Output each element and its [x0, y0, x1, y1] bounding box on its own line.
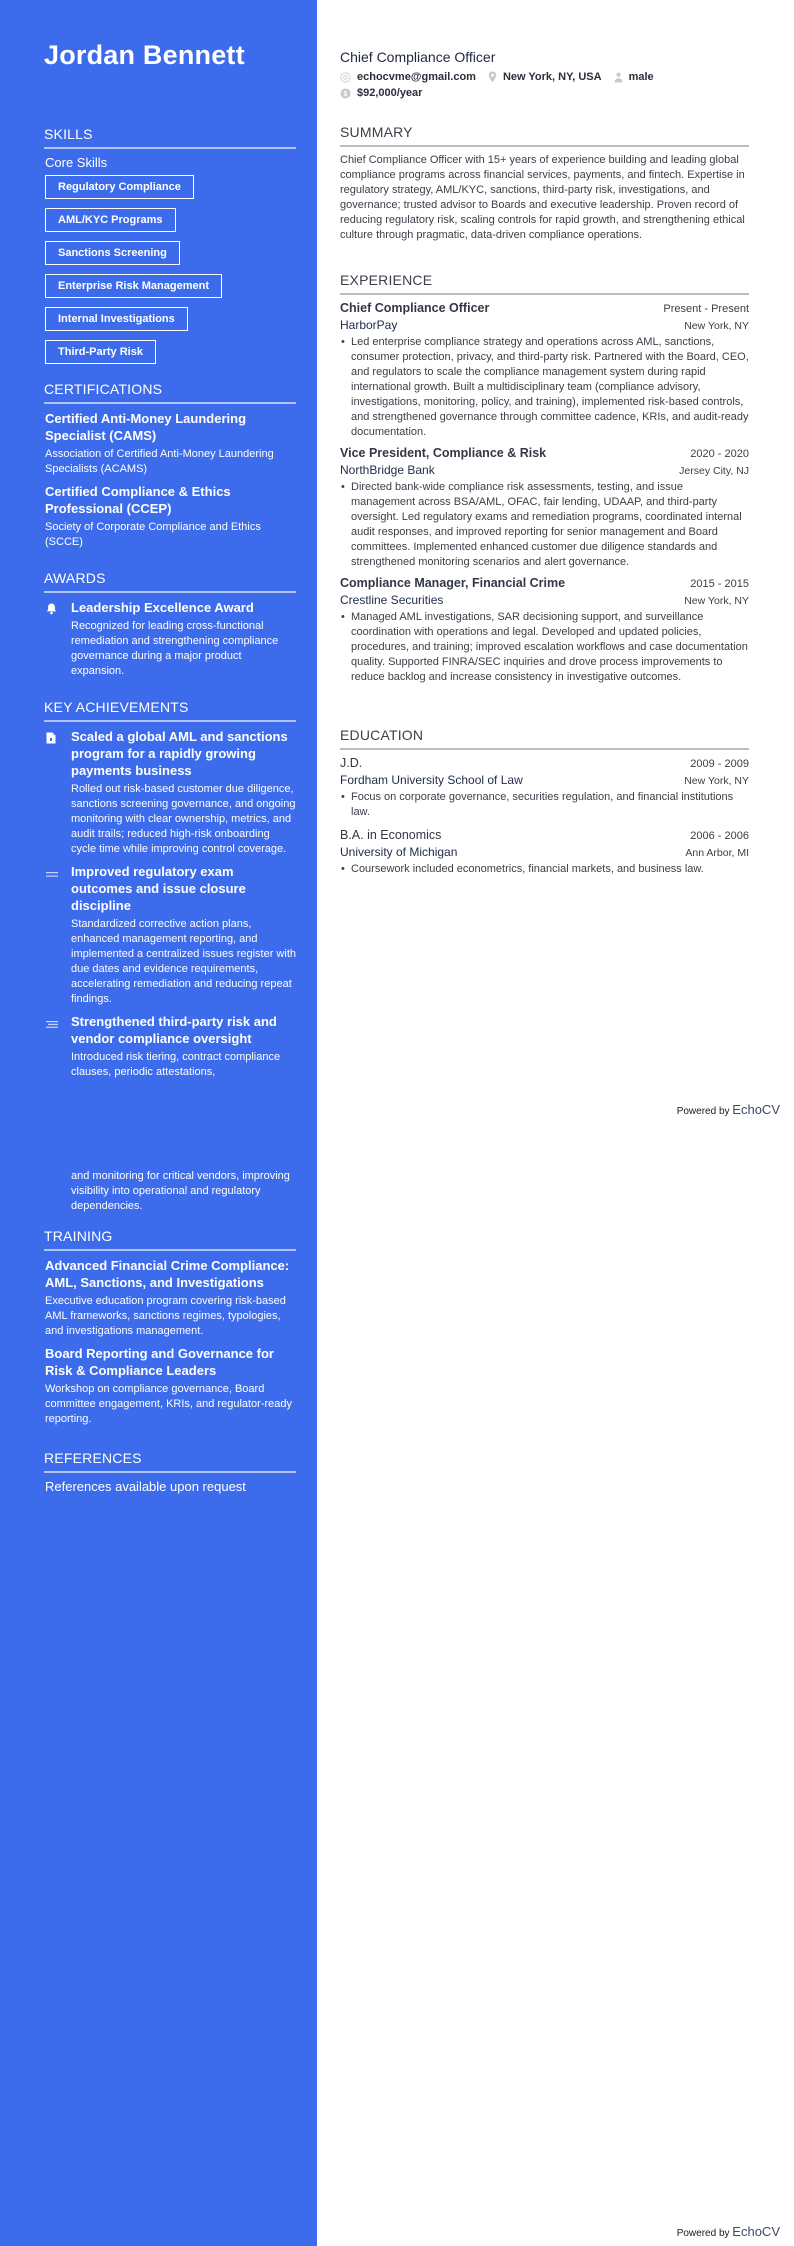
salary-text: $92,000/year — [357, 87, 423, 99]
bullet-text: Focus on corporate governance, securities regulation, and financial institutions law. — [351, 791, 734, 818]
location-text: New York, NY, USA — [502, 71, 602, 83]
education-school: Fordham University School of Law — [340, 773, 523, 787]
achievement-title: Strengthened third-party risk and vendor compliance oversight — [71, 1014, 277, 1046]
location-item — [488, 71, 602, 83]
skill-tag: Enterprise Risk Management — [45, 274, 222, 298]
skill-tag: Sanctions Screening — [45, 241, 180, 265]
experience-item — [340, 446, 749, 570]
experience-dates: 2020 - 2020 — [690, 448, 749, 460]
experience-role: Chief Compliance Officer — [340, 301, 490, 315]
experience-dates: Present - Present — [663, 303, 749, 315]
education-item — [340, 756, 749, 820]
achievement-item — [44, 728, 296, 863]
education-degree: B.A. in Economics — [340, 828, 442, 842]
achievement-description: Introduced risk tiering, contract compliance clauses, periodic attestations, — [71, 1051, 281, 1078]
achievement-title: Scaled a global AML and sanctions program for a rapidly growing payments business — [71, 729, 288, 778]
experience-bullet — [340, 610, 749, 685]
education-heading: EDUCATION — [340, 727, 749, 750]
certifications-section — [44, 381, 296, 556]
training-description: Executive education program covering risk-based AML frameworks, sanctions regimes, typologies, and investigations management. — [45, 1295, 286, 1337]
education-dates: 2009 - 2009 — [690, 758, 749, 770]
experience-role: Compliance Manager, Financial Crime — [340, 576, 566, 590]
sidebar — [0, 0, 317, 2246]
training-description: Workshop on compliance governance, Board committee engagement, KRIs, and regulator-ready reporting. — [45, 1383, 293, 1425]
experience-dates: 2015 - 2015 — [690, 578, 749, 590]
location-pin-icon — [488, 71, 497, 83]
skill-tag: Third-Party Risk — [45, 340, 156, 364]
document-icon — [44, 728, 71, 749]
certification-issuer: Association of Certified Anti-Money Laundering Specialists (ACAMS) — [45, 448, 274, 475]
experience-company: Crestline Securities — [340, 593, 444, 607]
education-item — [340, 828, 749, 877]
contact-line — [340, 71, 749, 83]
training-title: Advanced Financial Crime Compliance: AML, Sanctions, and Investigations — [45, 1258, 290, 1290]
contact-line-2 — [340, 87, 749, 99]
experience-company: HarborPay — [340, 318, 398, 332]
candidate-name: Jordan Bennett — [44, 40, 245, 70]
email-text: echocvme@gmail.com — [357, 71, 476, 83]
experience-bullet — [340, 335, 749, 440]
education-location: New York, NY — [684, 775, 749, 787]
awards-heading: AWARDS — [44, 570, 296, 593]
bullet-dot: • — [341, 791, 345, 803]
award-item — [44, 599, 296, 685]
gender-text: male — [628, 71, 654, 83]
bullet-dot: • — [341, 611, 345, 623]
achievements-section — [44, 699, 296, 1086]
achievement-description: Standardized corrective action plans, enhanced management reporting, and implemented a centralized issues register with due dates and evidence requirements, accelerating remediation and reducing repeat findings. — [71, 918, 296, 1005]
powered-by-footer — [677, 2224, 780, 2239]
email-item[interactable] — [340, 71, 476, 83]
bell-icon — [44, 599, 71, 620]
achievement-description-continued: and monitoring for critical vendors, improving visibility into operational and regulatory dependencies. — [71, 1170, 290, 1212]
experience-company: NorthBridge Bank — [340, 463, 435, 477]
education-dates: 2006 - 2006 — [690, 830, 749, 842]
awards-section — [44, 570, 296, 685]
training-heading: TRAINING — [44, 1228, 296, 1251]
bullet-text: Coursework included econometrics, financial markets, and business law. — [351, 863, 704, 875]
training-title: Board Reporting and Governance for Risk & Compliance Leaders — [45, 1346, 274, 1378]
salary-item — [340, 87, 422, 99]
skill-tag: AML/KYC Programs — [45, 208, 176, 232]
education-location: Ann Arbor, MI — [685, 847, 749, 859]
svg-text:$: $ — [343, 90, 348, 98]
bullet-text: Directed bank-wide compliance risk assessments, testing, and issue management across BSA/AML, OFAC, fair lending, UDAAP, and third-party oversight. Led regulatory exams and remediation programs, coordinated internal audit responses, and improved reporting for senior management and Board committees. Implemented enhanced customer due diligence standards and strengthened monitoring scenarios and alert governance. — [351, 481, 742, 568]
summary-section — [340, 124, 749, 243]
achievements-heading: KEY ACHIEVEMENTS — [44, 699, 296, 722]
powered-by-label: Powered by — [676, 2228, 730, 2239]
skills-heading: SKILLS — [44, 126, 296, 149]
experience-item — [340, 301, 749, 440]
education-school: University of Michigan — [340, 845, 458, 859]
award-description: Recognized for leading cross-functional remediation and strengthening compliance governance during a major product expansion. — [71, 620, 279, 677]
experience-item — [340, 576, 749, 685]
experience-role: Vice President, Compliance & Risk — [340, 446, 547, 460]
money-icon — [340, 88, 351, 99]
summary-text: Chief Compliance Officer with 15+ years of experience building and leading global compliance programs across financial services, payments, and fintech. Expertise in regulatory strategy, AML/KYC, sanctions, third-party risk, investigations, and governance; trusted advisor to Boards and executive leadership. Proven record of reducing regulatory risk, scaling controls for rapid growth, and strengthening ethical culture through pragmatic, data-driven compliance operations. — [340, 154, 745, 241]
brand-link[interactable]: EchoCV — [732, 2224, 780, 2239]
brand-link[interactable]: EchoCV — [732, 1102, 780, 1117]
header — [340, 49, 749, 99]
achievement-description: Rolled out risk-based customer due diligence, sanctions screening governance, and ongoing monitoring with clear ownership, metrics, and audit trails; reduced high-risk onboarding cycle time while improving control coverage. — [71, 783, 296, 855]
achievement-item — [44, 1013, 296, 1086]
main-content — [317, 0, 794, 2246]
achievement-title: Improved regulatory exam outcomes and issue closure discipline — [71, 864, 246, 913]
experience-location: New York, NY — [684, 595, 749, 607]
skills-group-label: Core Skills — [45, 155, 108, 170]
powered-by-footer — [677, 1102, 780, 1117]
list-icon — [44, 1013, 71, 1034]
certifications-heading: CERTIFICATIONS — [44, 381, 296, 404]
training-section — [44, 1228, 296, 1433]
skill-tag: Internal Investigations — [45, 307, 188, 331]
at-icon — [340, 72, 351, 83]
powered-by-label: Powered by — [676, 1106, 730, 1117]
education-bullet — [340, 862, 749, 877]
experience-section — [340, 272, 749, 685]
bullet-text: Led enterprise compliance strategy and operations across AML, sanctions, consumer protection, privacy, and third-party risk. Partnered with the Board, CEO, and regulators to scale the compliance management system during rapid international growth. Built a multidisciplinary team (compliance advisory, investigations, monitoring, policy, and training), implemented risk-based controls, and strengthened governance through committee cadence, KRIs, and audit-ready documentation. — [351, 336, 749, 438]
bullet-dot: • — [341, 863, 345, 875]
references-section — [44, 1450, 296, 1494]
bullet-text: Managed AML investigations, SAR decisioning support, and surveillance coordination with operations and legal. Developed and updated policies, procedures, and training; improved escalation workflows and case documentation quality. Supported FINRA/SEC inquiries and drove process improvements to reduce backlog and increase consistency in investigative outcomes. — [351, 611, 748, 683]
bullet-dot: • — [341, 336, 345, 348]
experience-heading: EXPERIENCE — [340, 272, 749, 295]
education-degree: J.D. — [340, 756, 363, 770]
experience-bullet — [340, 480, 749, 570]
achievement-item — [44, 863, 296, 1013]
education-section — [340, 727, 749, 877]
certification-title: Certified Compliance & Ethics Professional (CCEP) — [45, 484, 231, 516]
person-icon — [614, 72, 623, 83]
award-title: Leadership Excellence Award — [71, 600, 254, 615]
references-text: References available upon request — [45, 1479, 246, 1494]
bullet-dot: • — [341, 481, 345, 493]
education-bullet — [340, 790, 749, 820]
certification-issuer: Society of Corporate Compliance and Ethics (SCCE) — [45, 521, 261, 548]
experience-location: New York, NY — [684, 320, 749, 332]
achievement-continuation — [44, 1169, 296, 1220]
certification-title: Certified Anti-Money Laundering Specialist (CAMS) — [45, 411, 247, 443]
skills-section — [44, 126, 296, 373]
references-heading: REFERENCES — [44, 1450, 296, 1473]
skill-tag: Regulatory Compliance — [45, 175, 194, 199]
job-title: Chief Compliance Officer — [340, 49, 496, 65]
summary-heading: SUMMARY — [340, 124, 749, 147]
equals-icon — [44, 863, 71, 884]
gender-item — [614, 71, 654, 83]
experience-location: Jersey City, NJ — [679, 465, 749, 477]
